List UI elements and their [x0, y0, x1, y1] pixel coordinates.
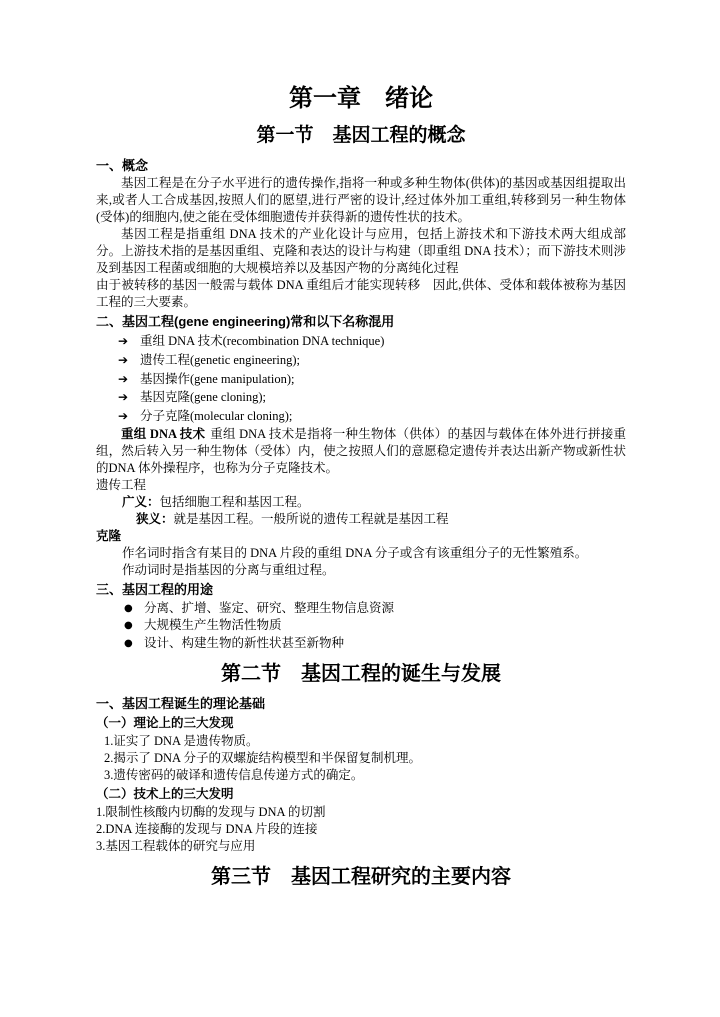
alias-list: [96, 332, 626, 426]
arrow-bullet-icon: ➔: [118, 352, 129, 367]
broad-label: 广义：: [122, 494, 160, 509]
invention-item: 1.限制性核酸内切酶的发现与 DNA 的切割: [96, 804, 326, 819]
alias-item: [96, 351, 626, 370]
heading-theory-basis: 一、基因工程诞生的理论基础: [96, 696, 266, 712]
use-text: 分离、扩增、鉴定、研究、整理生物信息资源: [144, 600, 395, 615]
invention-item: 2.DNA 连接酶的发现与 DNA 片段的连接: [96, 821, 318, 836]
dot-bullet-icon: ●: [124, 620, 133, 632]
recombinant-lead: 重组 DNA 技术: [121, 426, 206, 441]
narrow-text: 就是基因工程。一般所说的遗传工程就是基因工程: [173, 511, 449, 526]
arrow-bullet-icon: ➔: [118, 334, 129, 349]
para-three-elements: 由于被转移的基因一般需与载体 DNA 重组后才能实现转移 因此,供体、受体和载体被称为基因工程的三大要素。: [96, 278, 626, 310]
alias-item: [96, 407, 626, 426]
discovery-item: 3.遗传密码的破译和遗传信息传递方式的确定。: [104, 767, 364, 782]
dot-bullet-icon: ●: [124, 637, 133, 649]
para-industrialization: 基因工程是指重组 DNA 技术的产业化设计与应用，包括上游技术和下游技术两大组成部分。上游技术指的是基因重组、克隆和表达的设计与构建（即重组 DNA 技术）；而下游技术则涉及到基因工程菌或细胞的大规模培养以及基因产物的分离纯化过程: [96, 227, 626, 276]
alias-item: [96, 332, 626, 351]
heading-uses: 三、基因工程的用途: [96, 581, 214, 597]
narrow-label: 狭义：: [136, 511, 174, 526]
inventions-list: [96, 804, 626, 855]
line-narrow-sense: [96, 511, 626, 528]
uses-list: [96, 600, 626, 653]
discoveries-list: [96, 733, 626, 784]
alias-item: [96, 370, 626, 389]
use-text: 设计、构建生物的新性状甚至新物种: [144, 635, 345, 650]
arrow-bullet-icon: ➔: [118, 409, 129, 424]
arrow-bullet-icon: ➔: [118, 390, 129, 405]
alias-text: 遗传工程(genetic engineering);: [140, 352, 301, 367]
para-recombinant-dna: [96, 426, 626, 477]
heading-aliases: 二、基因工程(gene engineering)常和以下名称混用: [96, 314, 395, 330]
alias-text: 基因克隆(gene cloning);: [140, 390, 267, 405]
subheading-discoveries: （一）理论上的三大发现: [96, 715, 234, 730]
section1-title: 第一节 基因工程的概念: [256, 125, 466, 146]
label-clone: 克隆: [96, 528, 122, 543]
alias-text: 重组 DNA 技术(recombination DNA technique): [140, 334, 385, 349]
use-item: [96, 617, 626, 635]
para-definition: 基因工程是在分子水平进行的遗传操作,指将一种或多种生物体(供体)的基因或基因组提取出来,或者人工合成基因,按照人们的愿望,进行严密的设计,经过体外加工重组,转移到另一种生物体(受体)的细胞内,使之能在受体细胞遗传并获得新的遗传性状的技术。: [96, 176, 626, 225]
para-clone-noun: 作名词时指含有某目的 DNA 片段的重组 DNA 分子或含有该重组分子的无性繁殖系。: [122, 545, 588, 560]
use-text: 大规模生产生物活性物质: [144, 618, 282, 633]
clone-definition-block: [96, 545, 626, 579]
heading-concept: 一、概念: [96, 157, 149, 173]
recombinant-body: 重组 DNA 技术是指将一种生物体（供体）的基因与载体在体外进行拼接重组，然后转入另一种生物体（受体）内，使之按照人们的意愿稳定遗传并表达出新产物或新性状的DNA 体外操程序，也称为分子克隆技术。: [96, 426, 626, 475]
arrow-bullet-icon: ➔: [118, 371, 129, 386]
discovery-item: 2.揭示了 DNA 分子的双螺旋结构模型和半保留复制机理。: [104, 750, 422, 765]
line-broad-sense: [96, 494, 626, 511]
para-clone-verb: 作动词时是指基因的分离与重组过程。: [122, 562, 335, 577]
alias-text: 分子克隆(molecular cloning);: [140, 409, 293, 424]
discovery-item: 1.证实了 DNA 是遗传物质。: [104, 733, 259, 748]
use-item: [96, 635, 626, 653]
alias-item: [96, 388, 626, 407]
section2-title: 第二节 基因工程的诞生与发展: [221, 663, 501, 686]
section3-title: 第三节 基因工程研究的主要内容: [211, 865, 511, 888]
chapter-title: 第一章 绪论: [289, 85, 433, 112]
broad-text: 包括细胞工程和基因工程。: [159, 494, 310, 509]
label-genetic-engineering: 遗传工程: [96, 477, 147, 492]
dot-bullet-icon: ●: [124, 602, 133, 614]
invention-item: 3.基因工程载体的研究与应用: [96, 838, 256, 853]
subheading-inventions: （二）技术上的三大发明: [96, 786, 234, 801]
use-item: [96, 600, 626, 618]
alias-text: 基因操作(gene manipulation);: [140, 371, 295, 386]
